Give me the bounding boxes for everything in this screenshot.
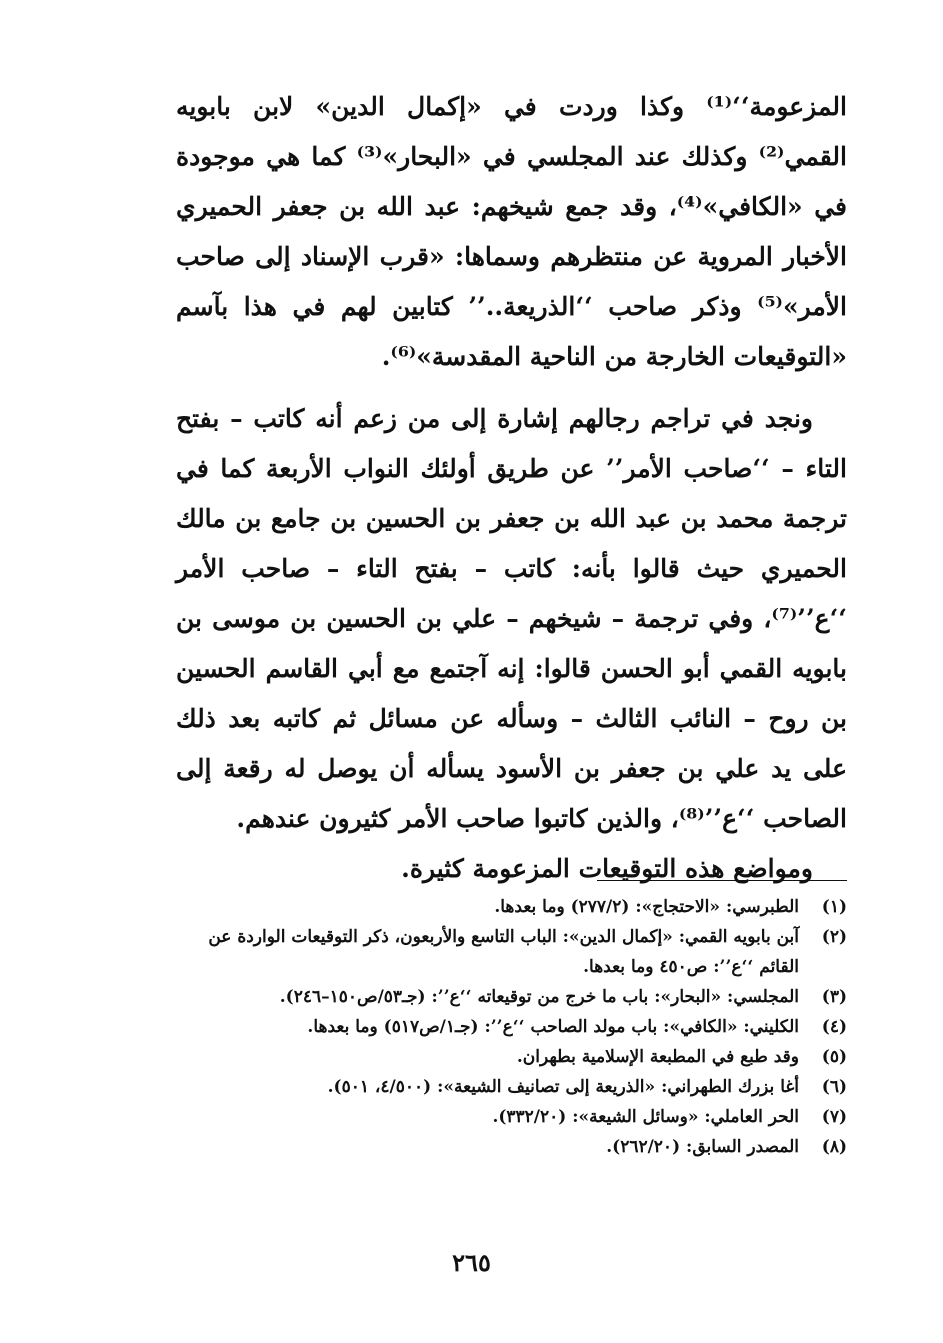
footnote-number: (٧) [821,1107,847,1127]
footnote-4 [176,1012,847,1042]
footnote-6 [176,1072,847,1102]
footnote-5 [176,1042,847,1072]
footnote-number: (٥) [821,1047,847,1067]
main-text [176,82,847,894]
footnotes-section [176,892,847,1162]
footnote-text: المصدر السابق: (٢٦٢/٢٠). [606,1137,799,1157]
footnote-8 [176,1132,847,1162]
footnote-text: آبن بابويه القمي: «إكمال الدين»: الباب التاسع والأربعون، ذكر التوقيعات الواردة عن القائم ‘‘ع’’: ص٤٥٠ وما بعدها. [208,927,799,977]
page-number: ٢٦٥ [452,1248,491,1277]
footnote-number: (٢) [821,927,847,947]
footnote-3 [176,982,847,1012]
footnote-text: الطبرسي: «الاحتجاج»: (٢٧٧/٢) وما بعدها. [494,897,799,917]
footnote-text: أغا بزرك الطهراني: «الذريعة إلى تصانيف الشيعة»: (٤/٥٠٠، ٥٠١). [327,1077,799,1097]
footnote-number: (٤) [821,1017,847,1037]
footnote-text: وقد طبع في المطبعة الإسلامية بطهران. [516,1047,799,1067]
footnote-number: (٨) [821,1137,847,1157]
footnote-number: (٦) [821,1077,847,1097]
paragraph-2: ونجد في تراجم رجالهم إشارة إلى من زعم أنه كاتب – بفتح التاء – ‘‘صاحب الأمر’’ عن طريق أولئك النواب الأربعة كما في ترجمة محمد بن عبد الله بن جعفر بن الحسين بن جامع بن مالك الحميري حيث قالوا بأنه: كاتب – بفتح التاء – صاحب الأمر ‘‘ع’’⁽⁷⁾، وفي ترجمة – شيخهم – علي بن الحسين بن موسى بن بابويه القمي أبو الحسن قالوا: إنه آجتمع مع أبي القاسم الحسين بن روح – النائب الثالث – وسأله عن مسائل ثم كاتبه بعد ذلك على يد علي بن جعفر بن الأسود يسأله أن يوصل له رقعة إلى الصاحب ‘‘ع’’⁽⁸⁾، والذين كاتبوا صاحب الأمر كثيرون عندهم. [176,404,847,833]
footnote-text: الكليني: «الكافي»: باب مولد الصاحب ‘‘ع’’: (جـ١/ص٥١٧) وما بعدها. [307,1017,799,1037]
footnote-7 [176,1102,847,1132]
footnote-number: (١) [821,897,847,917]
footnote-divider [597,880,847,881]
footnote-1 [176,892,847,922]
footnote-text: الحر العاملي: «وسائل الشيعة»: (٣٣٢/٢٠). [492,1107,799,1127]
footnote-2 [176,922,847,982]
footnote-number: (٣) [821,987,847,1007]
paragraph-1: المزعومة‘‘⁽¹⁾ وكذا وردت في «إكمال الدين» لابن بابويه القمي⁽²⁾ وكذلك عند المجلسي في «البحار»⁽³⁾ كما هي موجودة في «الكافي»⁽⁴⁾، وقد جمع شيخهم: عبد الله بن جعفر الحميري الأخبار المروية عن منتظرهم وسماها: «قرب الإسناد إلى صاحب الأمر»⁽⁵⁾ وذكر صاحب ‘‘الذريعة..’’ كتابين لهم في هذا بآسم «التوقيعات الخارجة من الناحية المقدسة»⁽⁶⁾. [176,92,847,371]
footnote-text: المجلسي: «البحار»: باب ما خرج من توقيعاته ‘‘ع’’: (جـ٥٣/ص١٥٠–٢٤٦). [279,987,799,1007]
paragraph-3: ومواضع هذه التوقيعات المزعومة كثيرة. [401,854,813,883]
